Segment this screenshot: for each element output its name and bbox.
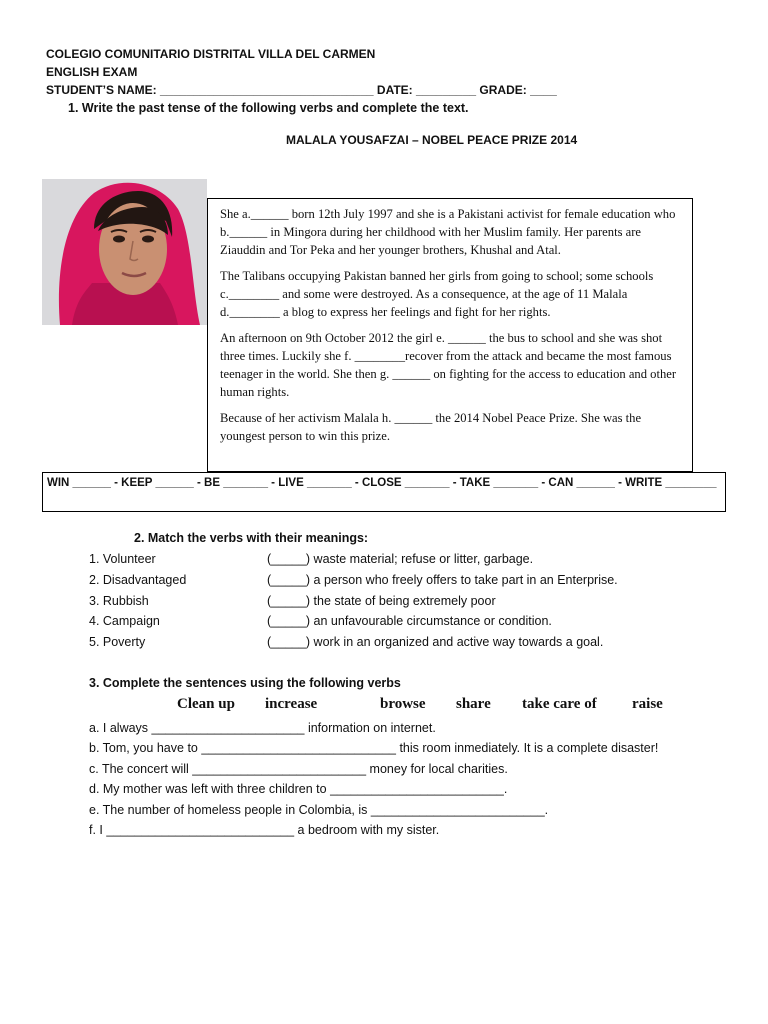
sentence-item: e. The number of homeless people in Colombia, is _________________________. [89, 803, 549, 817]
verb-option: share [456, 696, 491, 712]
match-meaning: (_____) a person who freely offers to take part in an Enterprise. [267, 573, 618, 587]
reading-paragraph: An afternoon on 9th October 2012 the girl e. ______ the bus to school and she was shot three times. Luckily she f. ________recover from the attack and became the most famous teenager in the world. She then g. ______ on fighting for the access to education and other human rights. [220, 331, 677, 399]
sentence-item: d. My mother was left with three children to _________________________. [89, 782, 508, 796]
verb-option: increase [265, 696, 318, 712]
match-meaning: (_____) waste material; refuse or litter, garbage. [267, 552, 534, 566]
match-meaning: (_____) the state of being extremely poor [267, 594, 496, 608]
match-word: 2. Disadvantaged [89, 573, 187, 587]
verb-option: take care of [522, 696, 597, 712]
sentence-item: b. Tom, you have to ____________________________ this room inmediately. It is a complete disaster! [89, 741, 659, 755]
verb-option: browse [380, 696, 426, 712]
match-row [89, 572, 618, 588]
malala-photo [42, 179, 207, 325]
match-row [89, 593, 496, 609]
reading-text-box [207, 198, 693, 472]
sentence-item: a. I always ______________________ information on internet. [89, 721, 436, 735]
match-word: 5. Poverty [89, 635, 146, 649]
reading-paragraph: The Talibans occupying Pakistan banned her girls from going to school; some schools c.________ and some were destroyed. As a consequence, at the age of 11 Malala d.________ a blog to express her feelings and fight for her rights. [220, 269, 654, 319]
match-meaning: (_____) work in an organized and active way towards a goal. [267, 635, 604, 649]
match-meaning: (_____) an unfavourable circumstance or condition. [267, 614, 552, 628]
sentence-item: f. I ___________________________ a bedroom with my sister. [89, 823, 440, 837]
reading-paragraph: Because of her activism Malala h. ______ the 2014 Nobel Peace Prize. She was the youngest person to win this prize. [220, 411, 642, 443]
school-name: COLEGIO COMUNITARIO DISTRITAL VILLA DEL CARMEN [46, 47, 376, 61]
match-word: 3. Rubbish [89, 594, 149, 608]
student-info-line: STUDENT’S NAME: ________________________________ DATE: _________ GRADE: ____ [46, 83, 557, 97]
match-word: 1. Volunteer [89, 552, 156, 566]
match-row [89, 613, 552, 629]
verb-option: Clean up [177, 696, 235, 712]
reading-paragraph: She a.______ born 12th July 1997 and she is a Pakistani activist for female education who b.______ in Mingora during her childhood with her Muslim family. Her parents are Ziauddin and Tor Peka and her younger brothers, Khushal and Atal. [220, 207, 676, 257]
match-row [89, 551, 533, 567]
verb-option: raise [632, 696, 663, 712]
section1-instruction: 1. Write the past tense of the following verbs and complete the text. [68, 101, 469, 115]
exam-title: ENGLISH EXAM [46, 65, 138, 79]
verb-word-bank: WIN ______ - KEEP ______ - BE _______ - LIVE _______ - CLOSE _______ - TAKE _______ - CAN ______ - WRITE ________ [42, 472, 726, 512]
section2-instruction: 2. Match the verbs with their meanings: [134, 531, 369, 545]
sentence-item: c. The concert will _________________________ money for local charities. [89, 762, 508, 776]
match-row [89, 634, 603, 650]
reading-title: MALALA YOUSAFZAI – NOBEL PEACE PRIZE 2014 [286, 133, 578, 147]
match-word: 4. Campaign [89, 614, 160, 628]
section3-instruction: 3. Complete the sentences using the following verbs [89, 676, 401, 690]
